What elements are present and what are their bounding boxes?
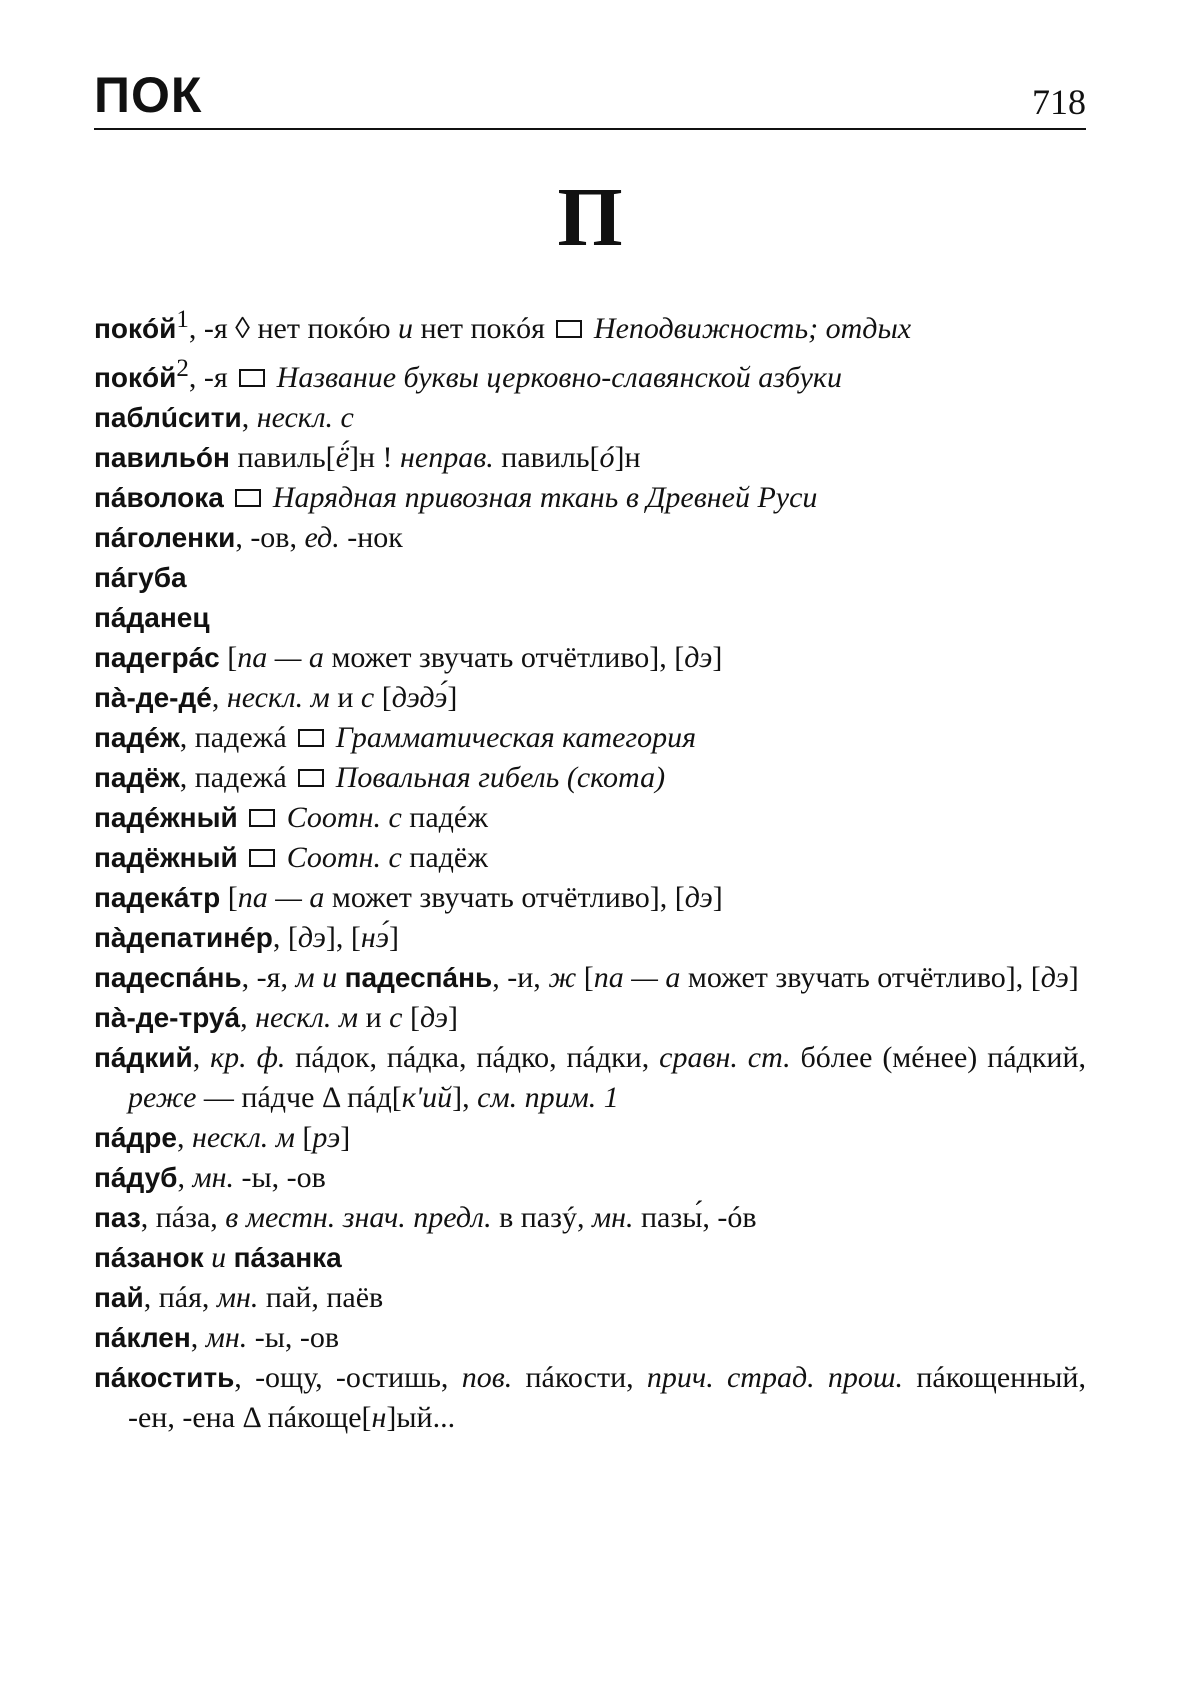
entry-text: , пáза,: [140, 1201, 226, 1234]
dictionary-entry: [94, 718, 1086, 758]
entry-text: [315, 961, 323, 994]
definition-box-icon: [556, 320, 582, 338]
page-number: 718: [1032, 82, 1086, 122]
italic-text: дэ: [684, 641, 713, 674]
running-head: [94, 67, 1086, 130]
italic-text: Повальная гибель (: [328, 761, 577, 794]
dictionary-entry: [94, 438, 1086, 478]
definition-box-icon: [239, 369, 265, 387]
dictionary-entry: [94, 1198, 1086, 1238]
entry-text: , -я,: [241, 961, 296, 994]
homonym-number: 1: [176, 306, 189, 333]
dictionary-entry: [94, 918, 1086, 958]
entry-text: [238, 841, 246, 874]
italic-text: ): [655, 761, 666, 794]
italic-text: к'ий: [401, 1081, 453, 1114]
entry-text: и: [358, 1001, 390, 1034]
entry-text: -ы, -ов: [247, 1321, 340, 1354]
entry-text: [224, 481, 232, 514]
entry-text: в пазý,: [491, 1201, 592, 1234]
italic-text: пов.: [461, 1361, 513, 1394]
headword: пáдкий: [94, 1042, 193, 1073]
headword: павильóн: [94, 442, 230, 473]
entry-text: может звучать отчётливо], [: [680, 961, 1041, 994]
dictionary-entry: [94, 878, 1086, 918]
italic-text: па — а: [237, 641, 324, 674]
dictionary-entry: [94, 838, 1086, 878]
italic-text: дэ: [1040, 961, 1069, 994]
dictionary-entry: [94, 518, 1086, 558]
dictionary-entry: [94, 958, 1086, 998]
entry-text: может звучать отчётливо], [: [323, 641, 685, 674]
entry-text: ]н !: [349, 441, 401, 474]
running-head-word: ПОК: [94, 67, 203, 123]
italic-text: дэ: [297, 921, 326, 954]
headword: пáгуба: [94, 562, 187, 593]
italic-text: н: [371, 1401, 387, 1434]
dictionary-entry: [94, 758, 1086, 798]
headword: пáзанка: [233, 1242, 342, 1273]
entry-text: пáкости,: [512, 1361, 647, 1394]
dictionary-entry: [94, 998, 1086, 1038]
headword: пàдепатинéр: [94, 922, 273, 953]
dictionary-entry: [94, 1238, 1086, 1278]
entry-text: , [: [272, 921, 298, 954]
entry-text: [: [220, 881, 238, 914]
dictionary-page: [94, 67, 1087, 1438]
headword: пà-де-труá: [94, 1002, 241, 1033]
headword: падёжный: [94, 842, 238, 873]
italic-text: дэдэ́: [391, 681, 448, 714]
entry-text: и: [329, 681, 361, 714]
headword: покóй: [94, 313, 177, 344]
entry-text: пáдок, пáдка, пáдко, пáдки,: [285, 1041, 660, 1074]
headword: пáдуб: [94, 1162, 178, 1193]
headword: пáзанок: [94, 1242, 204, 1273]
headword: пай: [94, 1282, 144, 1313]
italic-text: см. прим. 1: [477, 1081, 619, 1114]
dictionary-entries: [94, 300, 1086, 1438]
entry-text: — пáдче Δ пáд[: [196, 1081, 402, 1114]
definition-box-icon: [249, 849, 275, 867]
entry-text: ,: [190, 1321, 206, 1354]
dictionary-entry: [94, 1038, 1086, 1118]
italic-text: ё́: [335, 441, 349, 474]
italic-text: мн.: [192, 1161, 234, 1194]
entry-text: [: [219, 641, 238, 674]
headword: пáголенки: [94, 522, 236, 553]
entry-text: [238, 801, 246, 834]
entry-text: ]: [1068, 961, 1079, 994]
entry-text: -нок: [339, 521, 403, 554]
headword: падéжный: [94, 802, 238, 833]
headword: пáданец: [94, 602, 210, 633]
headword: пáволока: [94, 482, 224, 513]
italic-text: сравн. ст.: [659, 1041, 791, 1074]
headword: покóй: [94, 362, 177, 393]
definition-box-icon: [298, 769, 324, 787]
headword: пáклен: [94, 1322, 191, 1353]
entry-text: ,: [177, 1161, 193, 1194]
entry-text: ]ый...: [386, 1401, 456, 1434]
entry-text: , -и,: [492, 961, 549, 994]
dictionary-entry: [94, 1118, 1086, 1158]
italic-text: па — а: [593, 961, 681, 994]
dictionary-entry: [94, 1318, 1086, 1358]
definition-box-icon: [235, 489, 261, 507]
headword: падеспáнь: [94, 962, 242, 993]
headword: пáдре: [94, 1122, 177, 1153]
italic-text: мн.: [591, 1201, 634, 1234]
italic-text: дэ: [684, 881, 713, 914]
italic-text: нескл. с: [256, 401, 354, 434]
entry-text: ,: [192, 1041, 211, 1074]
entry-text: павиль[: [229, 441, 336, 474]
entry-text: ]: [712, 881, 723, 914]
entry-text: ]н: [614, 441, 641, 474]
headword: падёж: [94, 762, 180, 793]
dictionary-entry: [94, 300, 1086, 349]
headword: паз: [94, 1202, 141, 1233]
italic-text: мн.: [205, 1321, 248, 1354]
entry-text: пáкощенный, -ен, -ена Δ пáкоще[: [128, 1361, 1086, 1434]
italic-text: скота: [576, 761, 656, 794]
italic-text: Соотн. с: [279, 801, 402, 834]
entry-text: ,: [241, 401, 257, 434]
entry-text: , падежá: [179, 721, 295, 754]
italic-text: с: [389, 1001, 403, 1034]
entry-text: [: [402, 1001, 420, 1034]
entry-text: [: [374, 681, 392, 714]
entry-text: ],: [452, 1081, 478, 1114]
definition-box-icon: [298, 729, 324, 747]
italic-text: м: [295, 961, 315, 994]
italic-text: нэ́: [360, 921, 389, 954]
italic-text: ед.: [304, 521, 340, 554]
entry-text: -ы, -ов: [234, 1161, 326, 1194]
entry-text: [: [576, 961, 594, 994]
italic-text: нескл. м: [191, 1121, 295, 1154]
entry-text: падéж: [401, 801, 488, 834]
dictionary-entry: [94, 558, 1086, 598]
headword: падекáтр: [94, 882, 221, 913]
italic-text: неправ.: [400, 441, 494, 474]
dictionary-entry: [94, 638, 1086, 678]
dictionary-entry: [94, 1278, 1086, 1318]
headword: падегрáс: [94, 642, 220, 673]
italic-text: нескл. м: [226, 681, 330, 714]
letter-heading: П: [557, 171, 623, 264]
headword: пáкостить: [94, 1362, 235, 1393]
italic-text: Соотн. с: [279, 841, 402, 874]
definition-box-icon: [249, 809, 275, 827]
headword: падеспáнь: [344, 962, 493, 993]
italic-text: Нарядная привозная ткань в Древней Руси: [265, 481, 818, 514]
entry-text: ]: [447, 681, 458, 714]
entry-text: может звучать отчётливо], [: [324, 881, 685, 914]
entry-text: [226, 1241, 234, 1274]
dictionary-entry: [94, 1358, 1086, 1438]
entry-text: нет покóя: [413, 312, 553, 345]
dictionary-entry: [94, 798, 1086, 838]
italic-text: па — а: [237, 881, 325, 914]
entry-text: бóлее (мéнее) пáдкий,: [790, 1041, 1087, 1074]
entry-text: пай, паёв: [258, 1281, 384, 1314]
entry-text: ]: [340, 1121, 351, 1154]
italic-text: ó: [599, 441, 615, 474]
entry-text: ,: [240, 1001, 256, 1034]
entry-text: , -ов,: [235, 521, 305, 554]
italic-text: рэ: [312, 1121, 341, 1154]
italic-text: Неподвижность; отдых: [586, 312, 912, 345]
homonym-number: 2: [176, 355, 189, 382]
dictionary-entry: [94, 678, 1086, 718]
italic-text: и: [398, 312, 413, 345]
entry-text: [337, 961, 345, 994]
italic-text: Название буквы церковно-славянской азбуки: [269, 361, 842, 394]
entry-text: ]: [388, 921, 399, 954]
entry-text: , -я: [188, 361, 236, 394]
italic-text: кр. ф.: [210, 1041, 286, 1074]
dictionary-entry: [94, 398, 1086, 438]
italic-text: Грамматическая категория: [328, 721, 697, 754]
entry-text: , -ощу, -остишь,: [234, 1361, 462, 1394]
italic-text: с: [360, 681, 375, 714]
italic-text: ж: [548, 961, 577, 994]
headword: падéж: [94, 722, 180, 753]
entry-text: ], [: [325, 921, 361, 954]
italic-text: мн.: [216, 1281, 259, 1314]
italic-text: в местн. знач. предл.: [225, 1201, 492, 1234]
italic-text: прич. страд. прош.: [646, 1361, 904, 1394]
entry-text: павиль[: [493, 441, 600, 474]
entry-text: , -я ◊ нет покóю: [188, 312, 398, 345]
entry-text: пазы́, -óв: [633, 1201, 757, 1234]
italic-text: и: [322, 961, 338, 994]
entry-text: ,: [176, 1121, 192, 1154]
italic-text: и: [211, 1241, 227, 1274]
entry-text: , пáя,: [143, 1281, 217, 1314]
entry-text: , падежá: [179, 761, 295, 794]
entry-text: ,: [211, 681, 227, 714]
dictionary-entry: [94, 598, 1086, 638]
dictionary-entry: [94, 1158, 1086, 1198]
entry-text: ]: [447, 1001, 458, 1034]
italic-text: дэ: [419, 1001, 448, 1034]
italic-text: реже: [128, 1081, 197, 1114]
headword: пà-де-дé: [94, 682, 212, 713]
entry-text: ]: [712, 641, 723, 674]
entry-text: падёж: [401, 841, 488, 874]
headword: паблúсити: [94, 402, 242, 433]
dictionary-entry: [94, 478, 1086, 518]
dictionary-entry: [94, 349, 1086, 398]
italic-text: нескл. м: [255, 1001, 359, 1034]
entry-text: [: [294, 1121, 313, 1154]
